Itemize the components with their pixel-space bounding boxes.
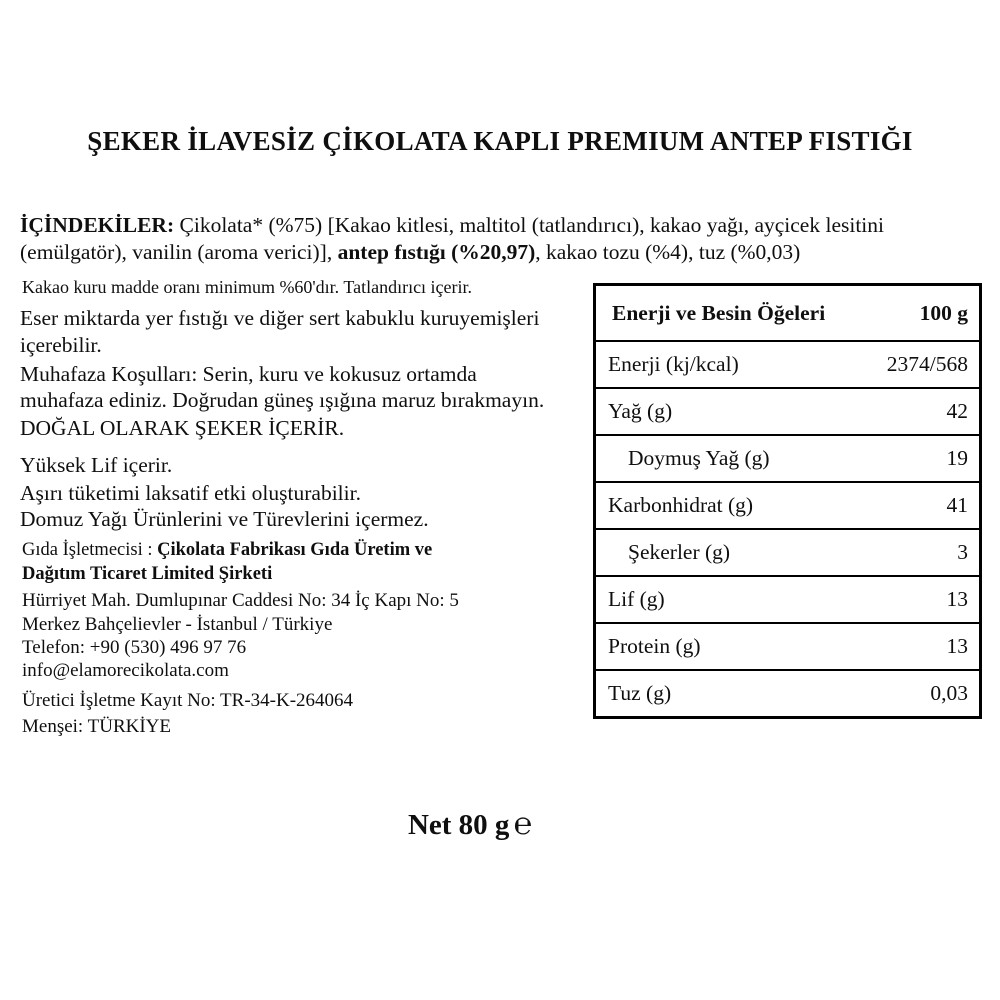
estimated-sign: ℮	[513, 806, 533, 841]
ingredients-label: İÇİNDEKİLER:	[20, 213, 175, 237]
allergen-trace-line1: Eser miktarda yer fıstığı ve diğer sert kabuklu kuruyemişleri	[20, 306, 540, 330]
product-title: ŞEKER İLAVESİZ ÇİKOLATA KAPLI PREMIUM ANTEP FISTIĞI	[87, 126, 913, 156]
pork-free-note: Domuz Yağı Ürünlerini ve Türevlerini içermez.	[20, 507, 429, 531]
nutrition-label-saturated-fat: Doymuş Yağ (g)	[628, 446, 770, 470]
net-weight	[0, 806, 940, 842]
phone-number: Telefon: +90 (530) 496 97 76	[22, 637, 247, 658]
laxative-warning-note: Aşırı tüketimi laksatif etki oluşturabilir.	[20, 481, 361, 505]
nutrition-table	[593, 283, 982, 719]
storage-line1: Muhafaza Koşulları: Serin, kuru ve kokusuz ortamda	[20, 362, 477, 386]
address-line-2: Merkez Bahçelievler - İstanbul / Türkiye	[22, 614, 333, 635]
food-operator-info	[22, 538, 432, 586]
producer-registration-number: Üretici İşletme Kayıt No: TR-34-K-264064	[22, 690, 354, 711]
nutrition-label-fiber: Lif (g)	[608, 587, 665, 611]
nutrition-row-fat	[596, 387, 979, 434]
nutrition-value-energy: 2374/568	[886, 352, 968, 376]
nutrition-header-amount: 100 g	[919, 300, 968, 325]
nutrition-row-fiber	[596, 575, 979, 622]
ingredients-pistachio-bold: antep fıstığı (%20,97)	[337, 240, 536, 264]
nutrition-label-sugars: Şekerler (g)	[628, 540, 731, 564]
address-line-1: Hürriyet Mah. Dumlupınar Caddesi No: 34 İç Kapı No: 5	[22, 590, 459, 611]
cocoa-solids-note: Kakao kuru madde oranı minimum %60'dır. Tatlandırıcı içerir.	[22, 277, 473, 297]
net-weight-text: Net 80 g	[407, 809, 510, 841]
natural-sugar-note: DOĞAL OLARAK ŞEKER İÇERİR.	[20, 416, 345, 440]
storage-conditions-note	[20, 361, 544, 413]
allergen-trace-line2: içerebilir.	[20, 333, 102, 357]
ingredients-line2-end: , kakao tozu (%4), tuz (%0,03)	[535, 240, 801, 264]
ingredients-line1: Çikolata* (%75) [Kakao kitlesi, maltitol (tatlandırıcı), kakao yağı, ayçicek lesitini	[174, 213, 885, 237]
company-name-line2: Dağıtım Ticaret Limited Şirketi	[22, 564, 273, 584]
nutrition-value-fat: 42	[946, 399, 968, 423]
nutrition-value-carbohydrate: 41	[946, 493, 968, 517]
nutrition-label-carbohydrate: Karbonhidrat (g)	[608, 493, 754, 517]
high-fiber-note: Yüksek Lif içerir.	[20, 453, 173, 477]
nutrition-row-salt	[596, 669, 979, 716]
nutrition-label-energy: Enerji (kj/kcal)	[608, 352, 739, 376]
nutrition-row-saturated-fat	[596, 434, 979, 481]
food-operator-label: Gıda İşletmecisi :	[22, 540, 158, 560]
nutrition-row-sugars	[596, 528, 979, 575]
company-name-line1: Çikolata Fabrikası Gıda Üretim ve	[157, 540, 433, 560]
nutrition-value-saturated-fat: 19	[946, 446, 968, 470]
nutrition-value-protein: 13	[946, 634, 968, 658]
nutrition-value-fiber: 13	[946, 587, 968, 611]
nutrition-label-protein: Protein (g)	[608, 634, 701, 658]
email-address: info@elamorecikolata.com	[22, 660, 229, 681]
nutrition-header-label: Enerji ve Besin Öğeleri	[612, 300, 826, 325]
nutrition-row-carbohydrate	[596, 481, 979, 528]
nutrition-value-salt: 0,03	[930, 681, 968, 705]
ingredients-line2-start: (emülgatör), vanilin (aroma verici)],	[20, 240, 338, 264]
nutrition-row-energy	[596, 340, 979, 387]
nutrition-label-salt: Tuz (g)	[608, 681, 672, 705]
nutrition-table-header	[596, 286, 979, 340]
country-of-origin: Menşei: TÜRKİYE	[22, 716, 171, 737]
ingredients-text	[20, 212, 960, 266]
storage-line2: muhafaza ediniz. Doğrudan güneş ışığına maruz bırakmayın.	[20, 388, 545, 412]
nutrition-row-protein	[596, 622, 979, 669]
allergen-trace-note	[20, 305, 539, 359]
nutrition-label-fat: Yağ (g)	[608, 399, 673, 423]
nutrition-value-sugars: 3	[957, 540, 968, 564]
